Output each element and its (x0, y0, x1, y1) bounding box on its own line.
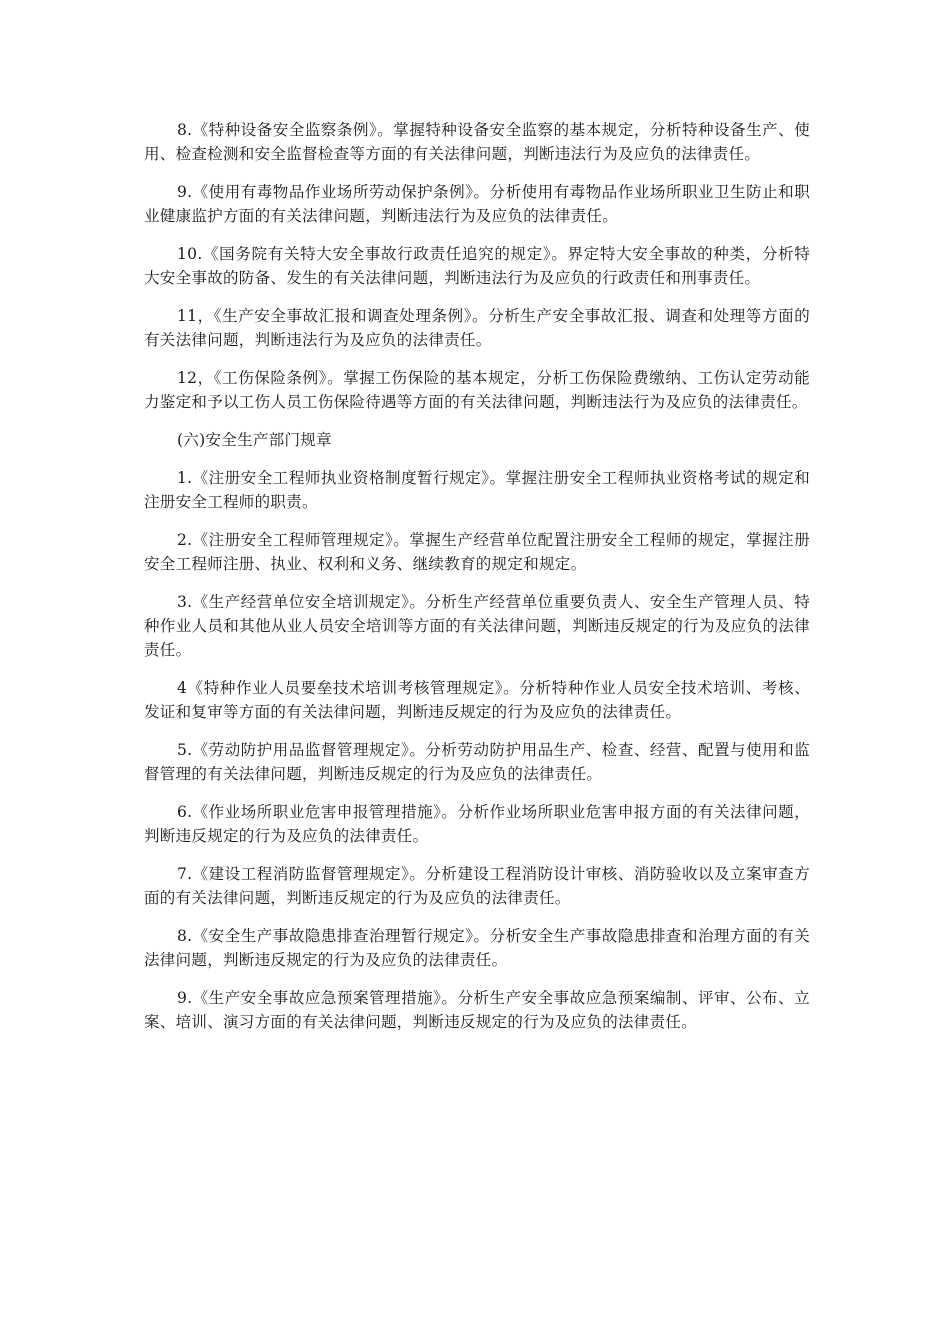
document-body (144, 118, 810, 1048)
paragraph-rule-7: 7.《建设工程消防监督管理规定》。分析建设工程消防设计审核、消防验收以及立案审查方面的有关法律问题，判断违反规定的行为及应负的法律责任。 (144, 865, 810, 907)
paragraph-rule-3: 3.《生产经营单位安全培训规定》。分析生产经营单位重要负责人、安全生产管理人员、特种作业人员和其他从业人员安全培训等方面的有关法律问题，判断违反规定的行为及应负的法律责任。 (144, 593, 810, 659)
paragraph-rule-9: 9.《生产安全事故应急预案管理措施》。分析生产安全事故应急预案编制、评审、公布、立案、培训、演习方面的有关法律问题，判断违反规定的行为及应负的法律责任。 (144, 989, 810, 1031)
section-heading: (六)安全生产部门规章 (177, 431, 332, 449)
paragraph-rule-1: 1.《注册安全工程师执业资格制度暂行规定》。掌握注册安全工程师执业资格考试的规定和注册安全工程师的职责。 (144, 469, 810, 511)
paragraph-rule-5: 5.《劳动防护用品监督管理规定》。分析劳动防护用品生产、检查、经营、配置与使用和监督管理的有关法律问题，判断违反规定的行为及应负的法律责任。 (144, 741, 810, 783)
paragraph-regulation-11: 11，《生产安全事故汇报和调查处理条例》。分析生产安全事故汇报、调查和处理等方面的有关法律问题，判断违法行为及应负的法律责任。 (144, 307, 810, 349)
paragraph-regulation-12: 12，《工伤保险条例》。掌握工伤保险的基本规定，分析工伤保险费缴纳、工伤认定劳动能力鉴定和予以工伤人员工伤保险待遇等方面的有关法律问题，判断违法行为及应负的法律责任。 (144, 369, 810, 411)
paragraph-regulation-10: 10.《国务院有关特大安全事故行政责任追究的规定》。界定特大安全事故的种类，分析特大安全事故的防备、发生的有关法律问题，判断违法行为及应负的行政责任和刑事责任。 (144, 245, 810, 287)
paragraph-rule-2: 2.《注册安全工程师管理规定》。掌握生产经营单位配置注册安全工程师的规定，掌握注册安全工程师注册、执业、权利和义务、继续教育的规定和规定。 (144, 531, 810, 573)
paragraph-rule-4: 4《特种作业人员要垒技术培训考核管理规定》。分析特种作业人员安全技术培训、考核、发证和复审等方面的有关法律问题，判断违反规定的行为及应负的法律责任。 (144, 679, 810, 721)
paragraph-rule-6: 6.《作业场所职业危害申报管理措施》。分析作业场所职业危害申报方面的有关法律问题，判断违反规定的行为及应负的法律责任。 (144, 803, 810, 845)
paragraph-regulation-9: 9.《使用有毒物品作业场所劳动保护条例》。分析使用有毒物品作业场所职业卫生防止和职业健康监护方面的有关法律问题，判断违法行为及应负的法律责任。 (144, 183, 810, 225)
paragraph-rule-8: 8.《安全生产事故隐患排查治理暂行规定》。分析安全生产事故隐患排查和治理方面的有关法律问题，判断违反规定的行为及应负的法律责任。 (144, 927, 810, 969)
paragraph-regulation-8: 8.《特种设备安全监察条例》。掌握特种设备安全监察的基本规定，分析特种设备生产、使用、检查检测和安全监督检查等方面的有关法律问题，判断违法行为及应负的法律责任。 (144, 121, 810, 163)
